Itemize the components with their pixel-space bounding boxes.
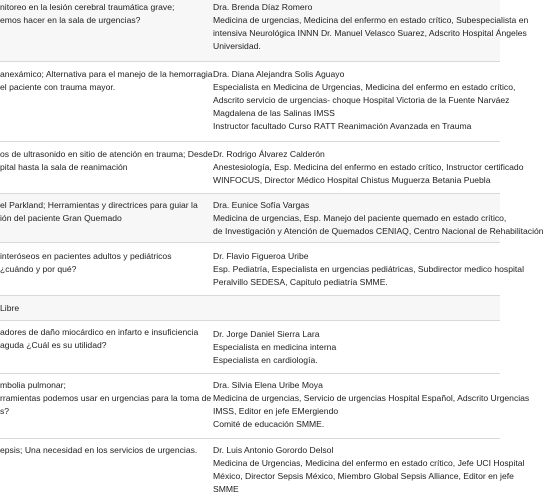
speaker-credential: Comité de educación SMME.: [213, 419, 325, 429]
speaker-cell: [213, 328, 500, 367]
speaker-credential: intensiva Neurológica INNN Dr. Manuel Velasco Suarez, Adscrito Hospital Ángeles: [213, 28, 527, 38]
topic-cell: [0, 302, 208, 315]
table-row: [0, 62, 516, 142]
topic-line: os de ultrasonido en sitio de atención en trauma; Desde: [0, 149, 213, 159]
speaker-credential: Medicina de urgencias, Medicina del enfermo en estado crítico, Subespecialista en: [213, 15, 529, 25]
topic-line: emos hacer en la sala de urgencias?: [0, 15, 141, 25]
speaker-cell: [213, 1, 529, 53]
speaker-credential: Especialista en Medicina de Urgencias, Medicina del enfermo en estado crítico,: [213, 82, 516, 92]
speaker-credential: Universidad.: [213, 41, 261, 51]
speaker-credential: Medicina de Urgencias, Medicina del enfermo en estado crítico, Jefe UCI Hospital: [213, 458, 525, 468]
speaker-name: Dra. Silvia Elena Uribe Moya: [213, 380, 323, 390]
topic-cell: [0, 250, 208, 276]
topic-cell: [0, 379, 212, 418]
speaker-name: Dr. Jorge Daniel Sierra Lara: [213, 329, 320, 339]
table-row: [0, 243, 524, 296]
table-row: [0, 194, 544, 243]
speaker-cell: [213, 199, 544, 238]
topic-line: Libre: [0, 303, 20, 313]
speaker-credential: Medicina de urgencias, Servicio de urgencias Hospital Español, Adscrito Urgencias: [213, 393, 530, 403]
topic-cell: [0, 1, 208, 27]
speaker-credential: Instructor facultado Curso RATT Reanimación Avanzada en Trauma: [213, 121, 472, 131]
topic-line: el Parkland; Herramientas y directrices para guiar la: [0, 200, 198, 210]
table-row: [0, 142, 524, 194]
speaker-credential: México, Director Sepsis México, Miembro Global Sepsis Alliance, Editor en jefe: [213, 471, 514, 481]
speaker-name: Dr. Luis Antonio Gorordo Delsol: [213, 445, 334, 455]
speaker-credential: de Investigación y Atención de Quemados CENIAQ, Centro Nacional de Rehabilitación: [213, 226, 544, 236]
table-row: [0, 439, 525, 500]
speaker-cell: [213, 379, 530, 431]
speaker-credential: Medicina de urgencias, Esp. Manejo del paciente quemado en estado crítico,: [213, 213, 507, 223]
topic-line: aguda ¿Cuál es su utilidad?: [0, 340, 107, 350]
topic-line: nitoreo en la lesión cerebral traumática grave;: [0, 2, 175, 12]
speaker-cell: [213, 68, 516, 133]
table-row: [0, 296, 500, 321]
speaker-credential: IMSS, Editor en jefe EMergiendo: [213, 406, 339, 416]
topic-line: mbolia pulmonar;: [0, 380, 66, 390]
topic-cell: [0, 326, 208, 352]
topic-line: pital hasta la sala de reanimación: [0, 162, 128, 172]
topic-line: ¿cuándo y por qué?: [0, 264, 77, 274]
topic-line: epsis; Una necesidad en los servicios de urgencias.: [0, 445, 198, 455]
speaker-credential: WINFOCUS, Director Médico Hospital Chistus Muguerza Betania Puebla: [213, 175, 491, 185]
topic-cell: [0, 68, 213, 94]
speaker-cell: [213, 250, 524, 289]
speaker-credential: Especialista en medicina interna: [213, 342, 337, 352]
table-row: [0, 374, 530, 439]
speaker-credential: Peralvillo SEDESA, Capitulo pediatría SMME.: [213, 277, 388, 287]
speaker-credential: Adscrito servicio de urgencias- choque Hospital Victoria de la Fuente Narváez: [213, 95, 510, 105]
speaker-cell: [213, 444, 525, 496]
speaker-credential: Especialista en cardiología.: [213, 355, 318, 365]
speaker-name: Dr. Rodrigo Álvarez Calderón: [213, 149, 325, 159]
speaker-credential: Anestesiología, Esp. Medicina del enfermo en estado crítico, Instructor certificado: [213, 162, 524, 172]
topic-line: rramientas podemos usar en urgencias para la toma de: [0, 393, 212, 403]
speaker-cell: [213, 148, 524, 187]
topic-line: adores de daño miocárdico en infarto e insuficiencia: [0, 327, 199, 337]
table-row: [0, 321, 500, 374]
topic-line: ión del paciente Gran Quemado: [0, 213, 122, 223]
topic-cell: [0, 444, 208, 457]
speaker-credential: Esp. Pediatría, Especialista en urgencias pediátricas, Subdirector medico hospital: [213, 264, 524, 274]
table-row: [0, 0, 529, 62]
topic-cell: [0, 199, 208, 225]
speaker-name: Dra. Diana Alejandra Solis Aguayo: [213, 69, 345, 79]
speaker-credential: SMME: [213, 484, 239, 494]
speaker-credential: Magdalena de las Salinas IMSS: [213, 108, 335, 118]
topic-cell: [0, 148, 213, 174]
speaker-name: Dra. Eunice Sofía Vargas: [213, 200, 310, 210]
topic-line: s?: [0, 406, 10, 416]
speaker-name: Dra. Brenda Díaz Romero: [213, 2, 313, 12]
topic-line: interóseos en pacientes adultos y pediátricos: [0, 251, 172, 261]
speaker-name: Dr. Flavio Figueroa Uribe: [213, 251, 309, 261]
topic-line: el paciente con trauma mayor.: [0, 82, 116, 92]
topic-line: anexámico; Alternativa para el manejo de la hemorragia: [0, 69, 213, 79]
